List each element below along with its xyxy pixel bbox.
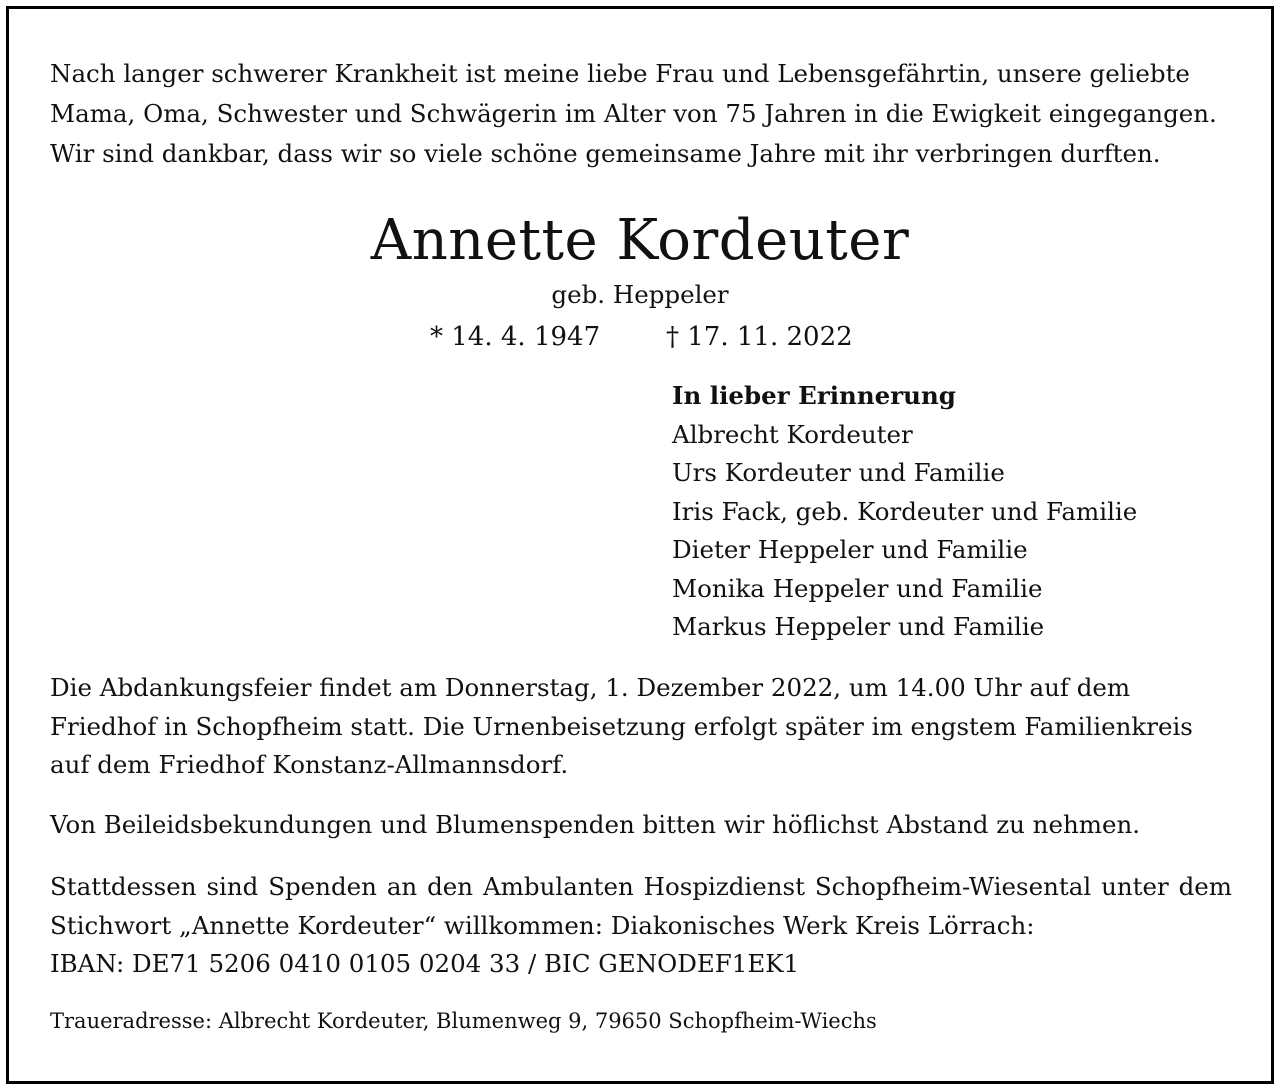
mourner-name: Monika Heppeler und Familie: [672, 573, 1043, 603]
ceremony-text: [50, 669, 1232, 785]
mourners-heading: In lieber Erinnerung: [672, 381, 956, 410]
bank-details: IBAN: DE71 5206 0410 0105 0204 33 / BIC GENODEF1EK1: [50, 949, 800, 978]
donations-line: Stattdessen sind Spenden an den Ambulanten Hospizdienst Schopfheim-Wiesental unter dem: [50, 872, 1232, 901]
mourner-name: Dieter Heppeler und Familie: [672, 535, 1028, 564]
mourners-list: [672, 377, 1137, 647]
intro-line: Nach langer schwerer Krankheit ist meine liebe Frau und Lebensgefährtin, unsere geliebte: [50, 59, 1190, 88]
intro-line: Wir sind dankbar, dass wir so viele schöne gemeinsame Jahre mit ihr verbringen durften.: [50, 139, 1161, 168]
ceremony-line: Friedhof in Schopfheim statt. Die Urnenbeisetzung erfolgt später im engstem Familienkreis: [50, 711, 1193, 741]
deceased-name: Annette Kordeuter: [370, 208, 910, 273]
maiden-name: geb. Heppeler: [551, 280, 729, 309]
intro-text: [50, 54, 1232, 174]
mourner-name: Urs Kordeuter und Familie: [672, 458, 1005, 487]
mourning-address: Traueradresse: Albrecht Kordeuter, Blumenweg 9, 79650 Schopfheim-Wiechs: [50, 1009, 877, 1033]
ceremony-line: Die Abdankungsfeier findet am Donnerstag, 1. Dezember 2022, um 14.00 Uhr auf dem: [50, 673, 1131, 702]
ceremony-line: auf dem Friedhof Konstanz-Allmannsdorf.: [50, 750, 569, 779]
intro-line: Mama, Oma, Schwester und Schwägerin im Alter von 75 Jahren in die Ewigkeit eingegangen.: [50, 99, 1217, 128]
mourner-name: Albrecht Kordeuter: [672, 419, 913, 449]
donations-line: Stichwort „Annette Kordeuter“ willkommen: Diakonisches Werk Kreis Lörrach:: [50, 910, 1035, 940]
donations-text: [50, 868, 1232, 984]
death-date: † 17. 11. 2022: [666, 322, 853, 352]
mourner-name: Markus Heppeler und Familie: [672, 612, 1045, 641]
birth-date: * 14. 4. 1947: [430, 322, 601, 352]
condolences-text: Von Beileidsbekundungen und Blumenspenden bitten wir höflichst Abstand zu nehmen.: [50, 810, 1141, 839]
mourner-name: Iris Fack, geb. Kordeuter und Familie: [672, 496, 1138, 526]
